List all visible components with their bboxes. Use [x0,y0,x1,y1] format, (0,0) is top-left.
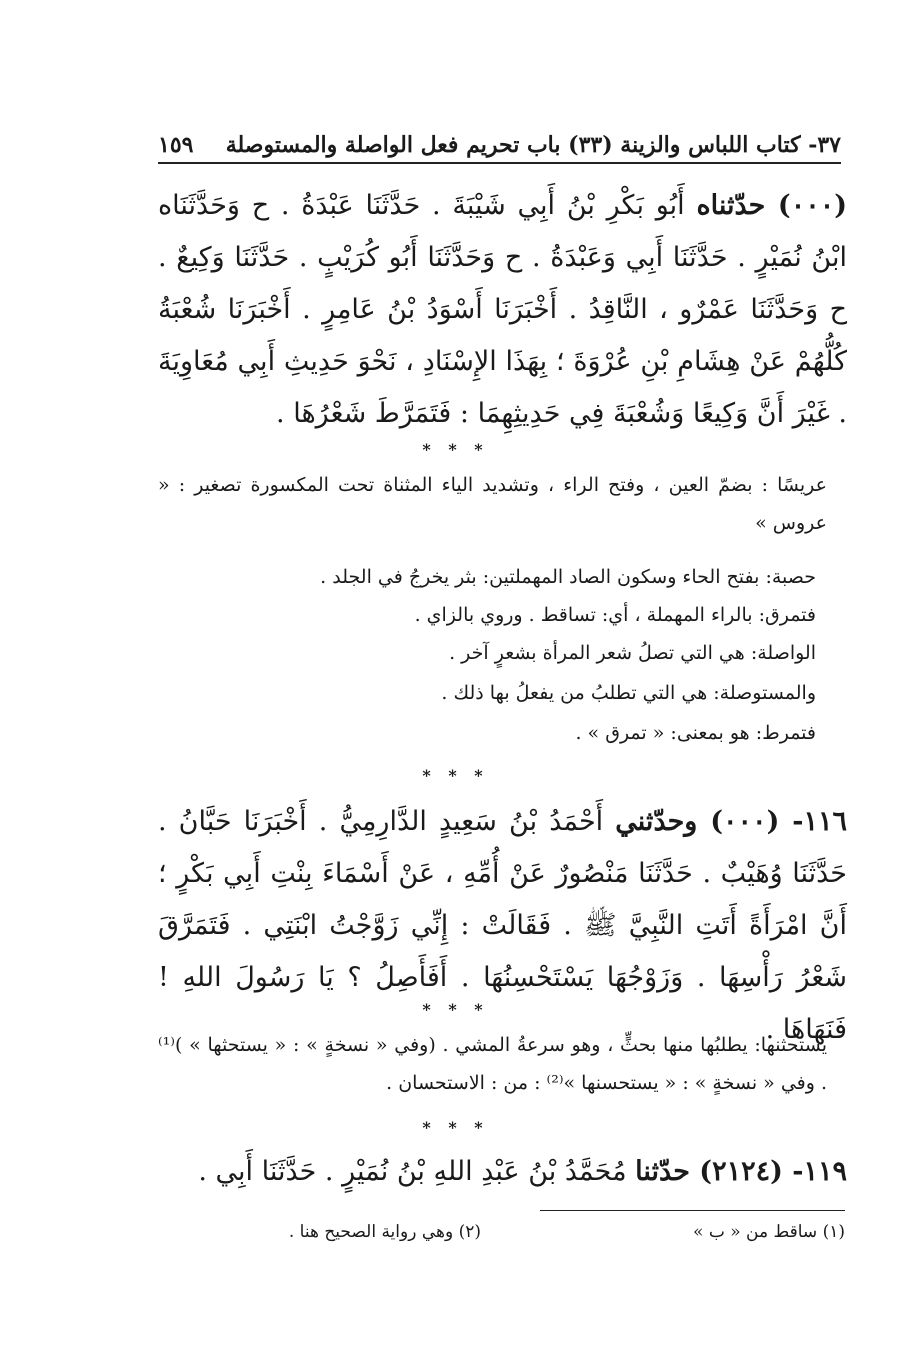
hadith-text: أَبُو بَكْرِ بْنُ أَبِي شَيْبَةَ . حَدَّثَنَا عَبْدَةُ . ح وَحَدَّثَنَاه ابْنُ نُمَيْرٍ . حَدَّثَنَا أَبِي وَعَبْدَةُ . ح وَحَدَّثَنَا أَبُو كُرَيْبٍ . حَدَّثَنَا وَكِيعٌ . ح وَحَدَّثَنَا عَمْرٌو ، النَّاقِدُ . أَخْبَرَنَا أَسْوَدُ بْنُ عَامِرٍ . أَخْبَرَنَا شُعْبَةُ كُلُّهُمْ عَنْ هِشَامِ بْنِ عُرْوَةَ ؛ بِهَذَا الإِسْنَادِ ، نَحْوَ حَدِيثِ أَبِي مُعَاوِيَةَ . غَيْرَ أَنَّ وَكِيعًا وَشُعْبَةَ فِي حَدِيثِهِمَا : فَتَمَرَّطَ شَعْرُهَا . [158,190,847,429]
note-line: حصبة: بفتح الحاء وسكون الصاد المهملتين: بثر يخرجُ في الجلد . [320,566,816,588]
footnote-2: (٢) وهي رواية الصحيح هنا . [288,1222,481,1242]
separator-stars: * * * [422,440,489,459]
note-line: الواصلة: هي التي تصلُ شعر المرأة بشعرٍ آخر . [449,642,816,664]
note-paragraph: يستحثنها: يطلبُها منها بحثٍّ ، وهو سرعةُ المشي . (وفي « نسخةٍ » : « يستحثها » )⁽¹⁾ . وفي « نسخةٍ » : « يستحسنها »⁽²⁾ : من : الاستحسان . [158,1034,827,1094]
hadith-paragraph-3 [158,1146,847,1198]
separator-stars: * * * [422,1000,489,1019]
running-title: ٣٧- كتاب اللباس والزينة (٣٣) باب تحريم فعل الواصلة والمستوصلة [225,132,841,158]
hadith-paragraph-1 [158,180,847,440]
note-line: عريسًا : بضمّ العين ، وفتح الراء ، وتشديد الياء المثناة تحت المكسورة تصغير : « عروس » [158,474,827,534]
page-header [158,122,841,164]
separator-stars: * * * [422,1118,489,1137]
note-line: فتمرط: هو بمعنى: « تمرق » . [575,722,816,744]
footnote-1: (١) ساقط من « ب » [693,1222,845,1242]
hadith-number-lead: ١١٦- (٠٠٠) وحدّثني [615,806,847,837]
note-line: فتمرق: بالراء المهملة ، أي: تساقط . وروي بالزاي . [414,604,816,626]
hadith-text: مُحَمَّدُ بْنُ عَبْدِ اللهِ بْنُ نُمَيْرٍ . حَدَّثَنَا أَبِي . [198,1156,636,1187]
note-line: والمستوصلة: هي التي تطلبُ من يفعلُ بها ذلك . [441,682,816,704]
hadith-number-lead: (٠٠٠) حدّثناه [696,190,847,221]
hadith-text: أَحْمَدُ بْنُ سَعِيدٍ الدَّارِمِيُّ . أَخْبَرَنَا حَبَّانُ . حَدَّثَنَا وُهَيْبٌ . حَدَّثَنَا مَنْصُورٌ عَنْ أُمِّهِ ، عَنْ أَسْمَاءَ بِنْتِ أَبِي بَكْرٍ ؛ أَنَّ امْرَأَةً أَتَتِ النَّبِيَّ ﷺ . فَقَالَتْ : إِنِّي زَوَّجْتُ ابْنَتِي . فَتَمَرَّقَ شَعْرُ رَأْسِهَا . وَزَوْجُهَا يَسْتَحْسِنُهَا . أَفَأَصِلُ ؟ يَا رَسُولَ اللهِ ! فَنَهَاهَا . [158,806,847,1045]
page-number: ١٥٩ [158,132,194,158]
separator-stars: * * * [422,766,489,785]
footnote-divider [540,1210,845,1211]
hadith-number-lead: ١١٩- (٢١٢٤) حدّثنا [635,1156,847,1187]
